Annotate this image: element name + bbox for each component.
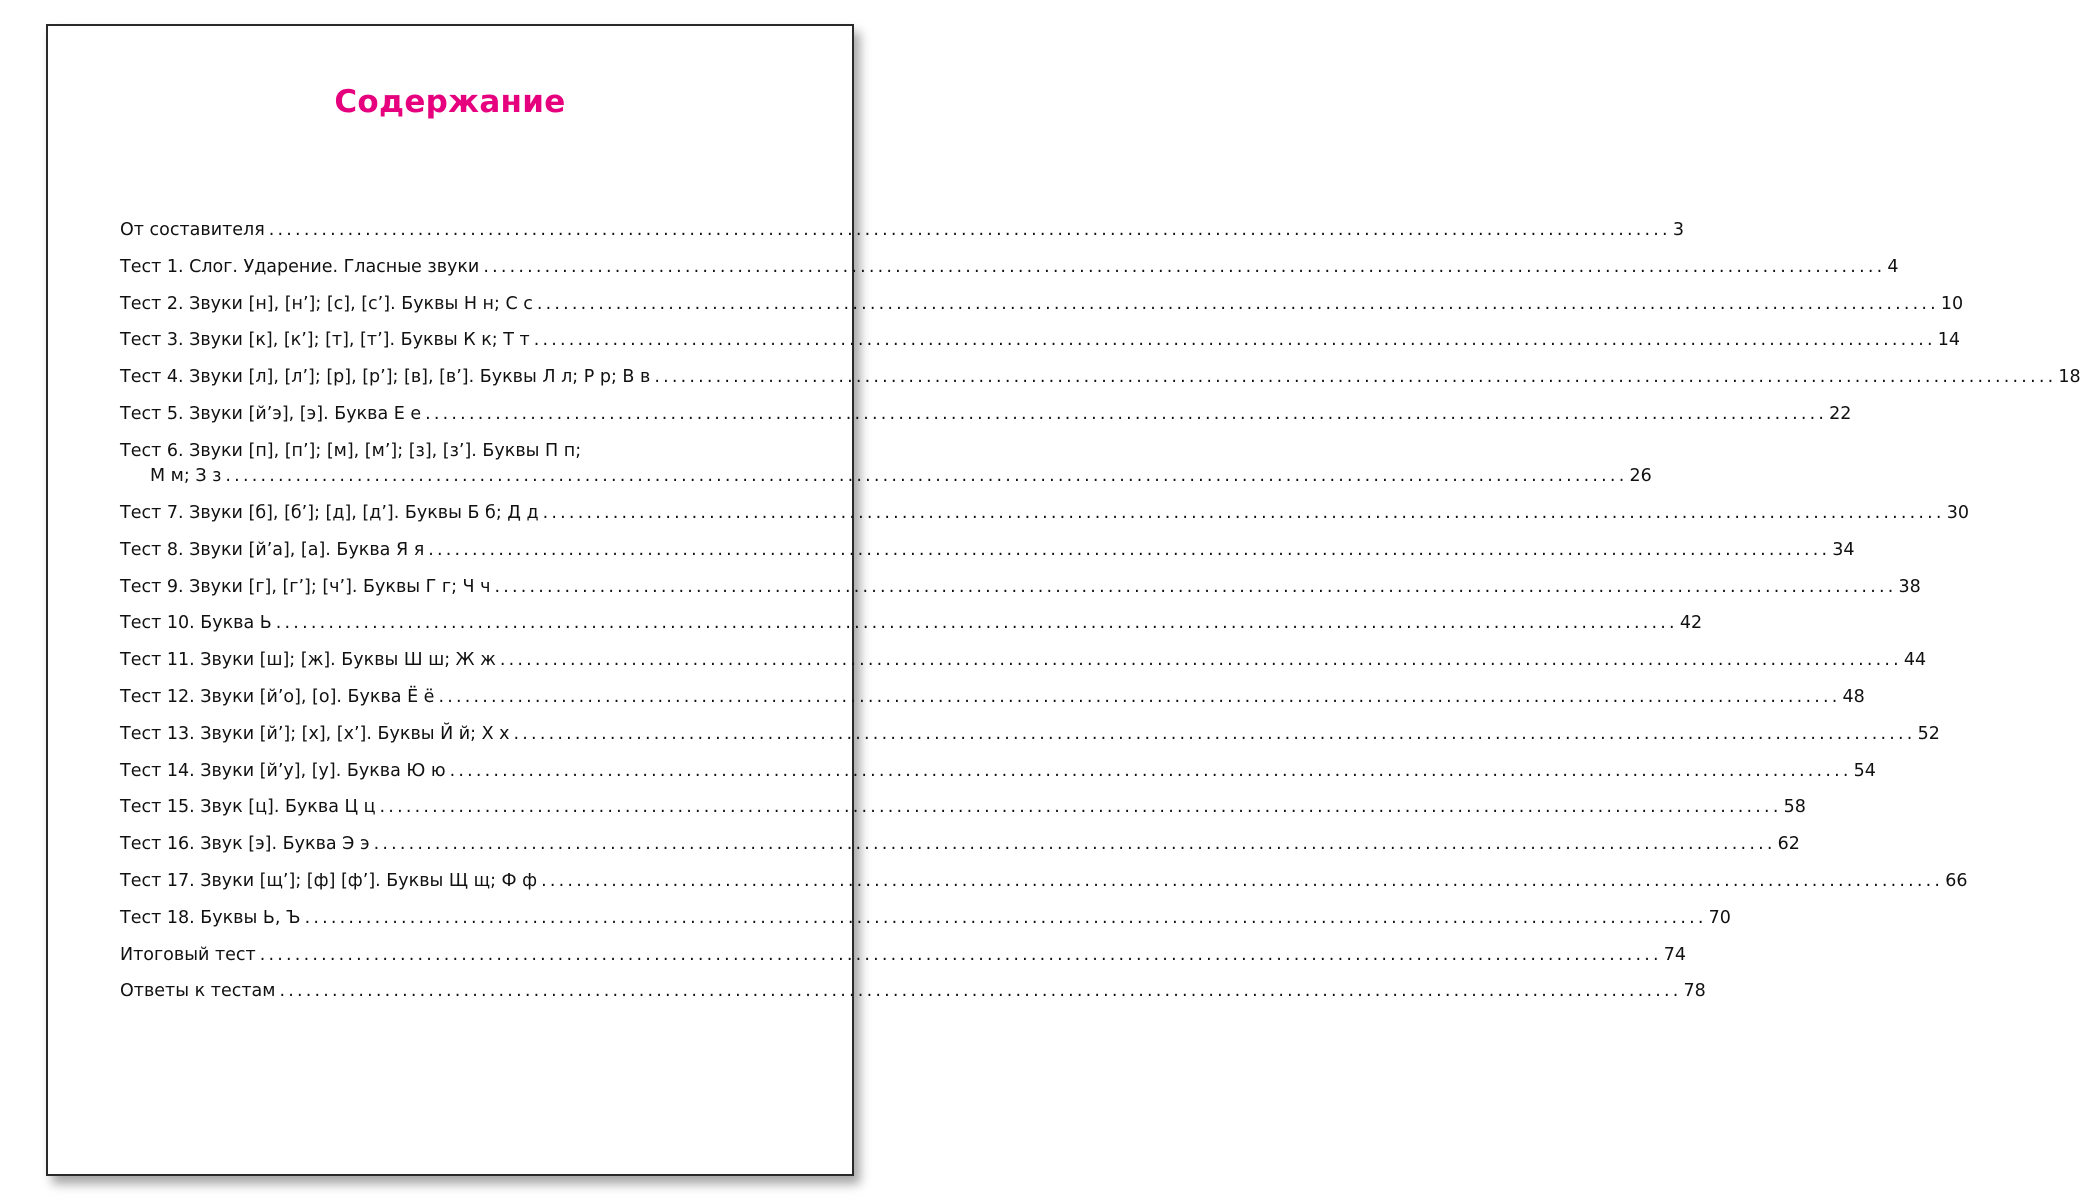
- toc-leader-dots: ................................................................................................................................................................: [259, 944, 1662, 965]
- toc-entry-from-compiler[interactable]: [120, 218, 1684, 243]
- toc-entry-label: Тест 17. Звуки [щ’]; [ф] [ф’]. Буквы Щ щ; Ф ф: [120, 870, 538, 891]
- toc-entry-label: Тест 12. Звуки [й’о], [о]. Буква Ё ё: [120, 686, 435, 707]
- toc-leader-dots: ................................................................................................................................................................: [268, 220, 1671, 240]
- toc-page-number: 42: [1679, 613, 1703, 634]
- toc-entry-test-3[interactable]: [120, 328, 1961, 353]
- toc-leader-dots: ................................................................................................................................................................: [513, 723, 1916, 744]
- toc-entry-test-7[interactable]: [120, 501, 1969, 526]
- toc-entry-test-16[interactable]: [120, 832, 1800, 857]
- toc-leader-dots: ................................................................................................................................................................: [438, 686, 1841, 707]
- toc-leader-dots: ................................................................................................................................................................: [379, 797, 1782, 818]
- toc-entry-label: Итоговый тест: [120, 944, 256, 965]
- toc-entry-label: М м; З з: [150, 466, 222, 487]
- toc-leader-dots: ................................................................................................................................................................: [541, 870, 1944, 891]
- toc-page-number: 22: [1829, 403, 1852, 424]
- toc-page-number: 54: [1853, 760, 1876, 781]
- toc-page-number: 62: [1777, 834, 1800, 855]
- toc-entry-label: Тест 7. Звуки [б], [б’]; [д], [д’]. Буквы Б б; Д д: [120, 502, 539, 523]
- page-title: Содержание: [334, 84, 566, 120]
- toc-entry-test-17[interactable]: [120, 869, 1968, 894]
- toc-entry-label: Тест 3. Звуки [к], [к’]; [т], [т’]. Буквы К к; Т т: [120, 330, 530, 351]
- toc-page-number: 30: [1946, 502, 1969, 523]
- toc-leader-dots: ................................................................................................................................................................: [279, 981, 1682, 1002]
- toc-leader-dots: ................................................................................................................................................................: [449, 760, 1852, 781]
- toc-leader-dots: ................................................................................................................................................................: [542, 502, 1945, 523]
- toc-entry-label: Тест 11. Звуки [ш]; [ж]. Буквы Ш ш; Ж ж: [120, 650, 496, 671]
- toc-entry-label: Ответы к тестам: [120, 981, 276, 1002]
- toc-entry-test-18[interactable]: [120, 906, 1731, 931]
- toc-page-number: 44: [1903, 650, 1927, 671]
- toc-page-number: 26: [1629, 466, 1652, 487]
- table-of-contents: [120, 218, 2081, 1016]
- toc-entry-test-8[interactable]: [120, 538, 1855, 563]
- toc-leader-dots: ................................................................................................................................................................: [499, 650, 1902, 671]
- toc-entry-label: Тест 16. Звук [э]. Буква Э э: [120, 834, 370, 855]
- toc-entry-label: Тест 4. Звуки [л], [л’]; [р], [р’]; [в], [в’]. Буквы Л л; Р р; В в: [120, 367, 651, 388]
- toc-leader-dots: ................................................................................................................................................................: [536, 293, 1939, 314]
- toc-leader-dots: ................................................................................................................................................................: [275, 613, 1678, 634]
- toc-entry-label: Тест 18. Буквы Ь, Ъ: [120, 907, 301, 928]
- toc-leader-dots: ................................................................................................................................................................: [654, 367, 2057, 388]
- toc-entry-test-15[interactable]: [120, 795, 1806, 820]
- toc-page-number: 18: [2058, 367, 2081, 388]
- toc-entry-label: Тест 8. Звуки [й’а], [а]. Буква Я я: [120, 539, 425, 560]
- toc-leader-dots: ................................................................................................................................................................: [225, 466, 1628, 487]
- toc-entry-test-9[interactable]: [120, 575, 1921, 600]
- toc-entry-test-14[interactable]: [120, 759, 1876, 784]
- toc-entry-final-test[interactable]: [120, 943, 1687, 968]
- toc-entry-test-2[interactable]: [120, 292, 1964, 317]
- toc-leader-dots: ................................................................................................................................................................: [494, 576, 1897, 597]
- toc-page-number: 70: [1708, 907, 1731, 928]
- toc-leader-dots: ................................................................................................................................................................: [304, 907, 1707, 928]
- toc-page-number: 48: [1842, 686, 1865, 707]
- toc-page-number: 34: [1832, 539, 1855, 560]
- toc-leader-dots: ................................................................................................................................................................: [425, 403, 1828, 424]
- toc-entry-label: Тест 10. Буква Ь: [120, 613, 272, 634]
- toc-entry-label: Тест 2. Звуки [н], [н’]; [с], [с’]. Буквы Н н; С с: [120, 293, 533, 314]
- toc-page-number: 10: [1940, 293, 1964, 314]
- toc-entry-test-12[interactable]: [120, 685, 1865, 710]
- toc-entry-label: Тест 1. Слог. Ударение. Гласные звуки: [120, 256, 480, 277]
- toc-entry-test-10[interactable]: [120, 611, 1703, 636]
- toc-page-number: 78: [1683, 981, 1706, 1002]
- document-page: [46, 24, 2081, 1176]
- toc-entry-test-6[interactable]: [120, 439, 1652, 490]
- toc-page-number: 4: [1887, 256, 1899, 277]
- toc-entry-test-1[interactable]: [120, 255, 1899, 280]
- toc-page-number: 66: [1945, 870, 1968, 891]
- toc-page-number: 52: [1917, 723, 1940, 744]
- toc-entry-test-11[interactable]: [120, 648, 1927, 673]
- toc-page-number: 58: [1783, 797, 1806, 818]
- toc-page-number: 74: [1663, 944, 1687, 965]
- toc-entry-test-13[interactable]: [120, 722, 1940, 747]
- toc-entry-test-5[interactable]: [120, 402, 1852, 427]
- toc-page-number: 3: [1672, 220, 1684, 240]
- toc-entry-label: Тест 5. Звуки [й’э], [э]. Буква Е е: [120, 403, 422, 424]
- toc-entry-label-line1: Тест 6. Звуки [п], [п’]; [м], [м’]; [з], [з’]. Буквы П п;: [120, 440, 582, 461]
- toc-page-number: 38: [1898, 576, 1921, 597]
- toc-leader-dots: ................................................................................................................................................................: [533, 330, 1936, 351]
- toc-page-number: 14: [1937, 330, 1961, 351]
- toc-leader-dots: ................................................................................................................................................................: [483, 256, 1886, 277]
- toc-entry-label: Тест 14. Звуки [й’у], [у]. Буква Ю ю: [120, 760, 446, 781]
- toc-leader-dots: ................................................................................................................................................................: [373, 834, 1776, 855]
- toc-entry-label: Тест 15. Звук [ц]. Буква Ц ц: [120, 797, 376, 818]
- toc-entry-label: От составителя: [120, 220, 265, 240]
- toc-entry-label: Тест 9. Звуки [г], [г’]; [ч’]. Буквы Г г; Ч ч: [120, 576, 491, 597]
- toc-entry-test-4[interactable]: [120, 365, 2081, 390]
- toc-leader-dots: ................................................................................................................................................................: [428, 539, 1831, 560]
- toc-entry-label: Тест 13. Звуки [й’]; [х], [х’]. Буквы Й й; Х х: [120, 723, 510, 744]
- toc-entry-answers[interactable]: [120, 979, 1706, 1004]
